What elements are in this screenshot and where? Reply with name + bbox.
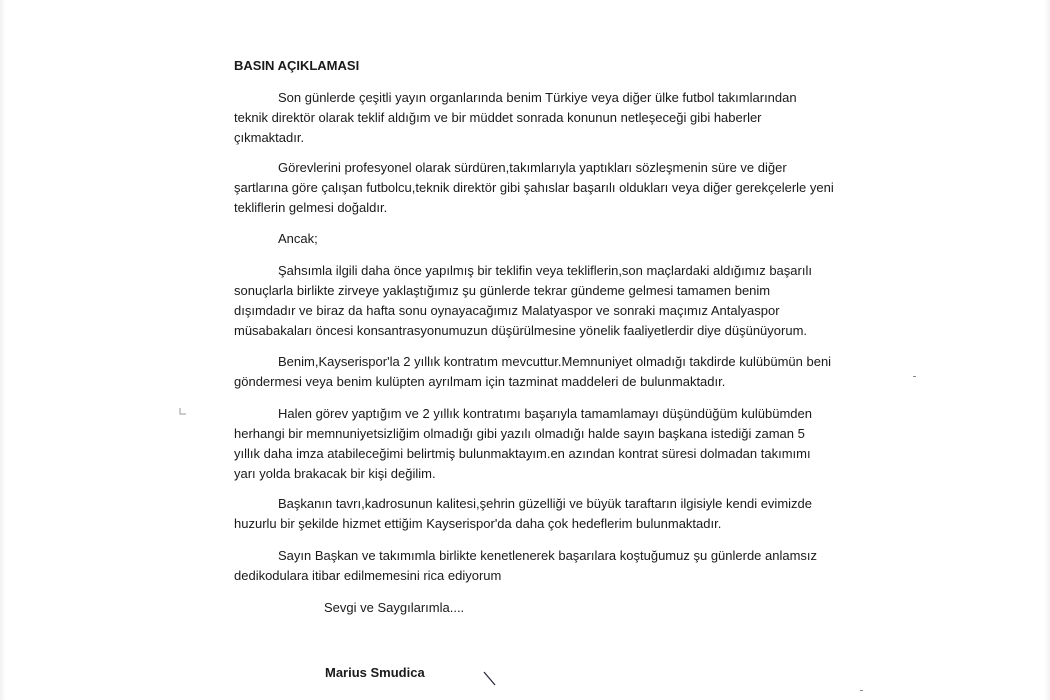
paragraph-2: Görevlerini profesyonel olarak sürdüren,takımlarıyla yaptıkları sözleşmenin süre ve diğer şartlarına göre çalışan futbolcu,teknik direktör gibi şahıslar başarılı oldukları veya diğer gerekçelerle yeni tekliflerin gelmesi doğaldır. [234, 160, 834, 215]
pen-stroke-mark [482, 670, 498, 688]
paragraph-4: Benim,Kayserispor'la 2 yıllık kontratım mevcuttur.Memnuniyet olmadığı takdirde kulübümün beni göndermesi veya benim kulüpten ayrılmam için tazminat maddeleri de bulunmaktadır. [234, 354, 832, 389]
paragraph-3: Şahsımla ilgili daha önce yapılmış bir teklifin veya tekliflerin,son maçlardaki aldığımız başarılı sonuçlarla birlikte zirveye yaklaştığımız şu günlerde tekrar gündeme gelmesi tamamen benim dışımdadır ve biraz da hafta sonu oynayacağımız Malatyaspor ve sonraki maçımız Antalyaspor müsabakaları öncesi konsantrasyonumuzun düşürülmesine yönelik faaliyetlerdir diye düşünüyorum. [234, 263, 812, 338]
paragraph-ancak: Ancak; [278, 231, 318, 246]
closing-line: Sevgi ve Saygılarımla.... [324, 600, 465, 615]
scan-speck [860, 690, 863, 691]
paragraph-1: Son günlerde çeşitli yayın organlarında benim Türkiye veya diğer ülke futbol takımlarından teknik direktör olarak teklif aldığım ve bir müddet sonrada konunun netleşeceği gibi haberler çıkmaktadır. [234, 90, 797, 145]
scan-mark-left [178, 406, 188, 416]
paragraph-7: Sayın Başkan ve takımımla birlikte kenetlenerek başarılara koştuğumuz şu günlerde anlamsız dedikodulara itibar edilmemesini rica ediyorum [234, 548, 818, 583]
document-title: BASIN AÇIKLAMASI [234, 58, 360, 73]
signature-name: Marius Smudica [325, 665, 425, 680]
scan-speck [913, 376, 916, 377]
paragraph-5: Halen görev yaptığım ve 2 yıllık kontratımı başarıyla tamamlamayı düşündüğüm kulübümden herhangi bir memnuniyetsizliğim olmadığı gibi yazılı olmadığı halde sayın başkana istediği zaman 5 yıllık daha imza atabileceğimi belirtmiş bulunmaktayım.en azından kontrat süresi dolmadan takımımı yarı yolda brakacak bir kişi değilim. [234, 406, 812, 481]
left-page-edge [0, 0, 6, 700]
right-page-edge [1044, 0, 1050, 700]
paragraph-6: Başkanın tavrı,kadrosunun kalitesi,şehrin güzelliği ve büyük taraftarın ilgisiyle kendi evimizde huzurlu bir şekilde hizmet ettiğim Kayserispor'da daha çok hedeflerim bulunmaktadır. [234, 496, 812, 531]
